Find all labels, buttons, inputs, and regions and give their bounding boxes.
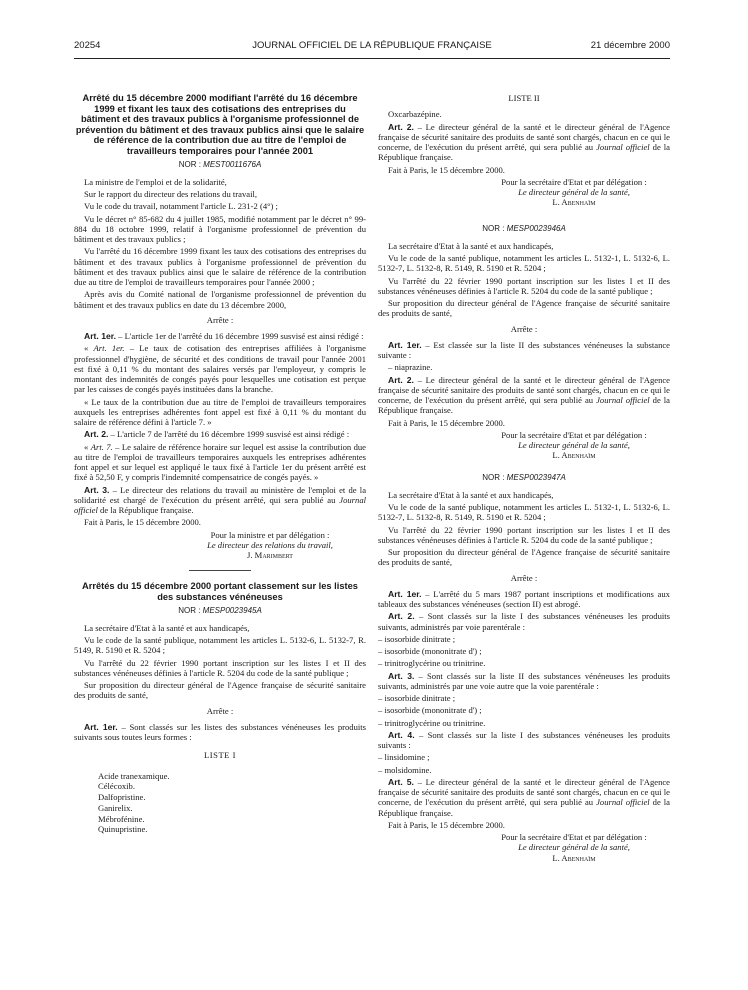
list-item: – linsidomine ;	[378, 752, 430, 763]
article-1: Art. 1er. – L'article 1er de l'arrêté du 16 décembre 1999 susvisé est ainsi rédigé :	[84, 331, 364, 342]
header-rule	[74, 58, 670, 59]
list-item: – isosorbide dinitrate ;	[378, 693, 456, 703]
article-1: Art. 1er. – Sont classés sur les listes des substances vénéneuses les produits suivants sous toutes leurs formes :	[74, 721, 366, 742]
list-item: Acide tranexamique.	[98, 770, 170, 781]
paragraph: Sur proposition du directeur général de l'Agence française de sécurité sanitaire des produits de santé,	[378, 298, 670, 319]
list-item: – isosorbide dinitrate ;	[378, 633, 456, 644]
paragraph: Sur le rapport du directeur des relations du travail,	[84, 189, 258, 200]
signatory-name: L. Abenhaïm	[552, 450, 596, 461]
signature-title: Le directeur général de la santé,	[518, 440, 630, 450]
list-item: Quinupristine.	[98, 824, 148, 835]
arrete-heading: Arrête :	[206, 705, 234, 716]
list-item: Mébrofénine.	[98, 813, 145, 824]
paragraph: Vu l'arrêté du 22 février 1990 portant inscription sur les listes I et II des substances vénéneuses définies à l'article R. 5204 du code de la santé publique ;	[378, 275, 670, 296]
article-1: Art. 1er. – L'arrêté du 5 mars 1987 portant inscriptions et modifications aux tableaux des substances vénéneuses (section II) est abrogé.	[378, 588, 670, 609]
list-item: – isosorbide (mononitrate d') ;	[378, 705, 482, 716]
list-item: – trinitroglycérine ou trinitrine.	[378, 658, 486, 669]
left-column	[74, 93, 366, 963]
list-heading: LISTE II	[508, 93, 540, 103]
right-column	[378, 93, 670, 963]
paragraph: Sur proposition du directeur général de l'Agence française de sécurité sanitaire des produits de santé,	[378, 547, 670, 568]
nor-reference-1: NOR : MEST0011676A	[178, 159, 262, 169]
article-4: Art. 4. – Sont classés sur la liste I des substances vénéneuses les produits suivants :	[378, 729, 670, 750]
paragraph: Vu le code de la santé publique, notamment les articles L. 5132-1, L. 5132-6, L. 5132-7, L. 5132-8, R. 5149, R. 5190 et R. 5204 ;	[378, 253, 670, 274]
list-item: Dalfopristine.	[98, 792, 146, 802]
paragraph: Vu le code du travail, notamment l'article L. 231-2 (4°) ;	[84, 201, 278, 212]
arrete-heading: Arrête :	[510, 572, 538, 583]
signature-line: Pour la secrétaire d'Etat et par délégation :	[501, 429, 647, 440]
paragraph: Après avis du Comité national de l'organisme professionnel de prévention du bâtiment et des travaux publics en date du 13 décembre 2000,	[74, 289, 366, 310]
nor-reference-2: NOR : MESP0023945A	[178, 605, 262, 615]
issue-date: 21 décembre 2000	[590, 40, 670, 51]
article-2: Art. 2. – Le directeur général de la santé et le directeur général de l'Agence française de sécurité sanitaire des produits de santé sont chargés, chacun en ce qui le concerne, de l'exécution du présent arrêté, qui sera publié au Journal officiel de la République française.	[378, 121, 670, 163]
article-1: Art. 1er. – Est classée sur la liste II des substances vénéneuses la substance suivante :	[378, 339, 670, 360]
list-item: Célécoxib.	[98, 781, 135, 792]
list-item: Ganirelix.	[98, 802, 133, 813]
paragraph: Vu l'arrêté du 16 décembre 1999 fixant les taux des cotisations des entreprises du bâtiment et des travaux publics à l'organisme professionnel de prévention du bâtiment et des travaux publics ainsi que le salaire de référence de la contribution due au titre de l'emploi de travailleurs temporaires pour l'année 2000 ;	[74, 246, 366, 288]
article-3: Art. 3. – Sont classés sur la liste II des substances vénéneuses les produits suivants, administrés par une voie autre que la voie parentérale :	[378, 670, 670, 691]
separator	[189, 570, 251, 571]
list-item: – niaprazine.	[388, 362, 433, 373]
nor-reference-b: NOR : MESP0023946A	[482, 223, 566, 233]
article-5: Art. 5. – Le directeur général de la santé et le directeur général de l'Agence française de sécurité sanitaire des produits de santé sont chargés, chacun en ce qui le concerne, de l'exécution du présent arrêté, qui sera publié au Journal officiel de la République française.	[378, 776, 670, 818]
list-item: Oxcarbazépine.	[388, 109, 442, 120]
decree-title-1: Arrêté du 15 décembre 2000 modifiant l'arrêté du 16 décembre 1999 et fixant les taux des cotisations des entreprises du bâtiment et des travaux publics à l'organisme professionnel de prévention du bâtiment et des travaux publics ainsi que le salaire de référence de la contribution due au titre de l'emploi de travailleurs temporaires pour l'année 2001	[75, 93, 365, 156]
paragraph: Vu le code de la santé publique, notamment les articles L. 5132-6, L. 5132-7, R. 5149, R. 5190 et R. 5204 ;	[74, 635, 366, 656]
signatory-name: L. Abenhaïm	[552, 197, 596, 208]
signature-line: Pour la secrétaire d'Etat et par délégation :	[501, 176, 647, 187]
list-item: – isosorbide (mononitrate d') ;	[378, 646, 482, 656]
paragraph: Sur proposition du directeur général de l'Agence française de sécurité sanitaire des produits de santé,	[74, 680, 366, 701]
paragraph: La ministre de l'emploi et de la solidarité,	[84, 176, 227, 187]
signature-line: Pour la secrétaire d'Etat et par délégation :	[501, 832, 647, 842]
article-2: Art. 2. – Sont classés sur la liste I des substances vénéneuses les produits suivants, administrés par voie parentérale :	[378, 611, 670, 632]
quoted-paragraph: « Le taux de la contribution due au titre de l'emploi de travailleurs temporaires auxquels les entreprises adhérentes font appel est fixé à 0,11 % du montant du salaire de référence défini à l'article 7. »	[74, 396, 366, 428]
paragraph: Vu l'arrêté du 22 février 1990 portant inscription sur les listes I et II des substances vénéneuses définies à l'article R. 5204 du code de la santé publique ;	[378, 524, 670, 545]
list-item: – trinitroglycérine ou trinitrine.	[378, 717, 486, 728]
article-2: Art. 2. – Le directeur général de la santé et le directeur général de l'Agence française de sécurité sanitaire des produits de santé sont chargés, chacun en ce qui le concerne, de l'exécution du présent arrêté, qui sera publié au Journal officiel de la République française.	[378, 374, 670, 416]
signature-title: Le directeur des relations du travail,	[207, 539, 333, 550]
paragraph: Vu le code de la santé publique, notamment les articles L. 5132-1, L. 5132-6, L. 5132-7, L. 5132-8, R. 5149, R. 5190 et R. 5204 ;	[378, 502, 670, 523]
done-at: Fait à Paris, le 15 décembre 2000.	[388, 417, 505, 428]
list-item: – molsidomine.	[378, 764, 432, 775]
paragraph: Vu le décret n° 85-682 du 4 juillet 1985, modifié notamment par le décret n° 99-884 du 18 octobre 1999, relatif à l'organisme professionnel de prévention du bâtiment et des travaux publics ;	[74, 213, 366, 245]
page-number: 20254	[74, 40, 101, 51]
signatory-name: L. Abenhaïm	[552, 852, 596, 863]
signatory-name: J. Marimbert	[247, 550, 293, 561]
arrete-heading: Arrête :	[510, 323, 538, 334]
quoted-article-1: « Art. 1er. – Le taux de cotisation des entreprises affiliées à l'organisme professionnel d'hygiène, de sécurité et des conditions de travail pour l'année 2001 est fixé à 0,11 % du montant des salaires versés par l'employeur, y compris le montant des indemnités de congés payés pour lesquelles une cotisation est perçue par les caisses de congés payés instituées dans la branche.	[74, 343, 366, 395]
paragraph: La secrétaire d'Etat à la santé et aux handicapés,	[388, 489, 554, 500]
nor-reference-c: NOR : MESP0023947A	[482, 472, 566, 482]
journal-title: JOURNAL OFFICIEL DE LA RÉPUBLIQUE FRANÇAISE	[252, 40, 492, 51]
paragraph: Vu l'arrêté du 22 février 1990 portant inscription sur les listes I et II des substances vénéneuses définies à l'article R. 5204 du code de la santé publique ;	[74, 657, 366, 678]
signature-title: Le directeur général de la santé,	[518, 187, 630, 197]
paragraph: La secrétaire d'Etat à la santé et aux handicapés,	[84, 622, 250, 633]
article-3: Art. 3. – Le directeur des relations du travail au ministère de l'emploi et de la solidarité est chargé de l'exécution du présent arrêté, qui sera publié au Journal officiel de la République française.	[74, 484, 366, 516]
quoted-article-7: « Art. 7. – Le salaire de référence horaire sur lequel est assise la contribution due au titre de l'emploi de travailleurs temporaires auxquels les entreprises adhérentes font appel et sur lequel est appliqué le taux fixé à l'article 1er du présent arrêté est fixé à 52,50 F, y compris l'indemnité compensatrice de congés payés. »	[74, 441, 366, 483]
done-at: Fait à Paris, le 15 décembre 2000.	[84, 517, 201, 528]
done-at: Fait à Paris, le 15 décembre 2000.	[388, 819, 505, 830]
signature-line: Pour la ministre et par délégation :	[210, 529, 330, 540]
running-header	[74, 40, 670, 54]
article-2: Art. 2. – L'article 7 de l'arrêté du 16 décembre 1999 susvisé est ainsi rédigé :	[84, 429, 350, 440]
signature-title: Le directeur général de la santé,	[518, 842, 630, 853]
list-heading: LISTE I	[204, 750, 236, 761]
arrete-heading: Arrête :	[206, 314, 234, 325]
done-at: Fait à Paris, le 15 décembre 2000.	[388, 164, 505, 175]
paragraph: La secrétaire d'Etat à la santé et aux handicapés,	[388, 240, 554, 251]
decree-title-2: Arrêtés du 15 décembre 2000 portant classement sur les listes des substances vénéneuses	[82, 581, 358, 602]
